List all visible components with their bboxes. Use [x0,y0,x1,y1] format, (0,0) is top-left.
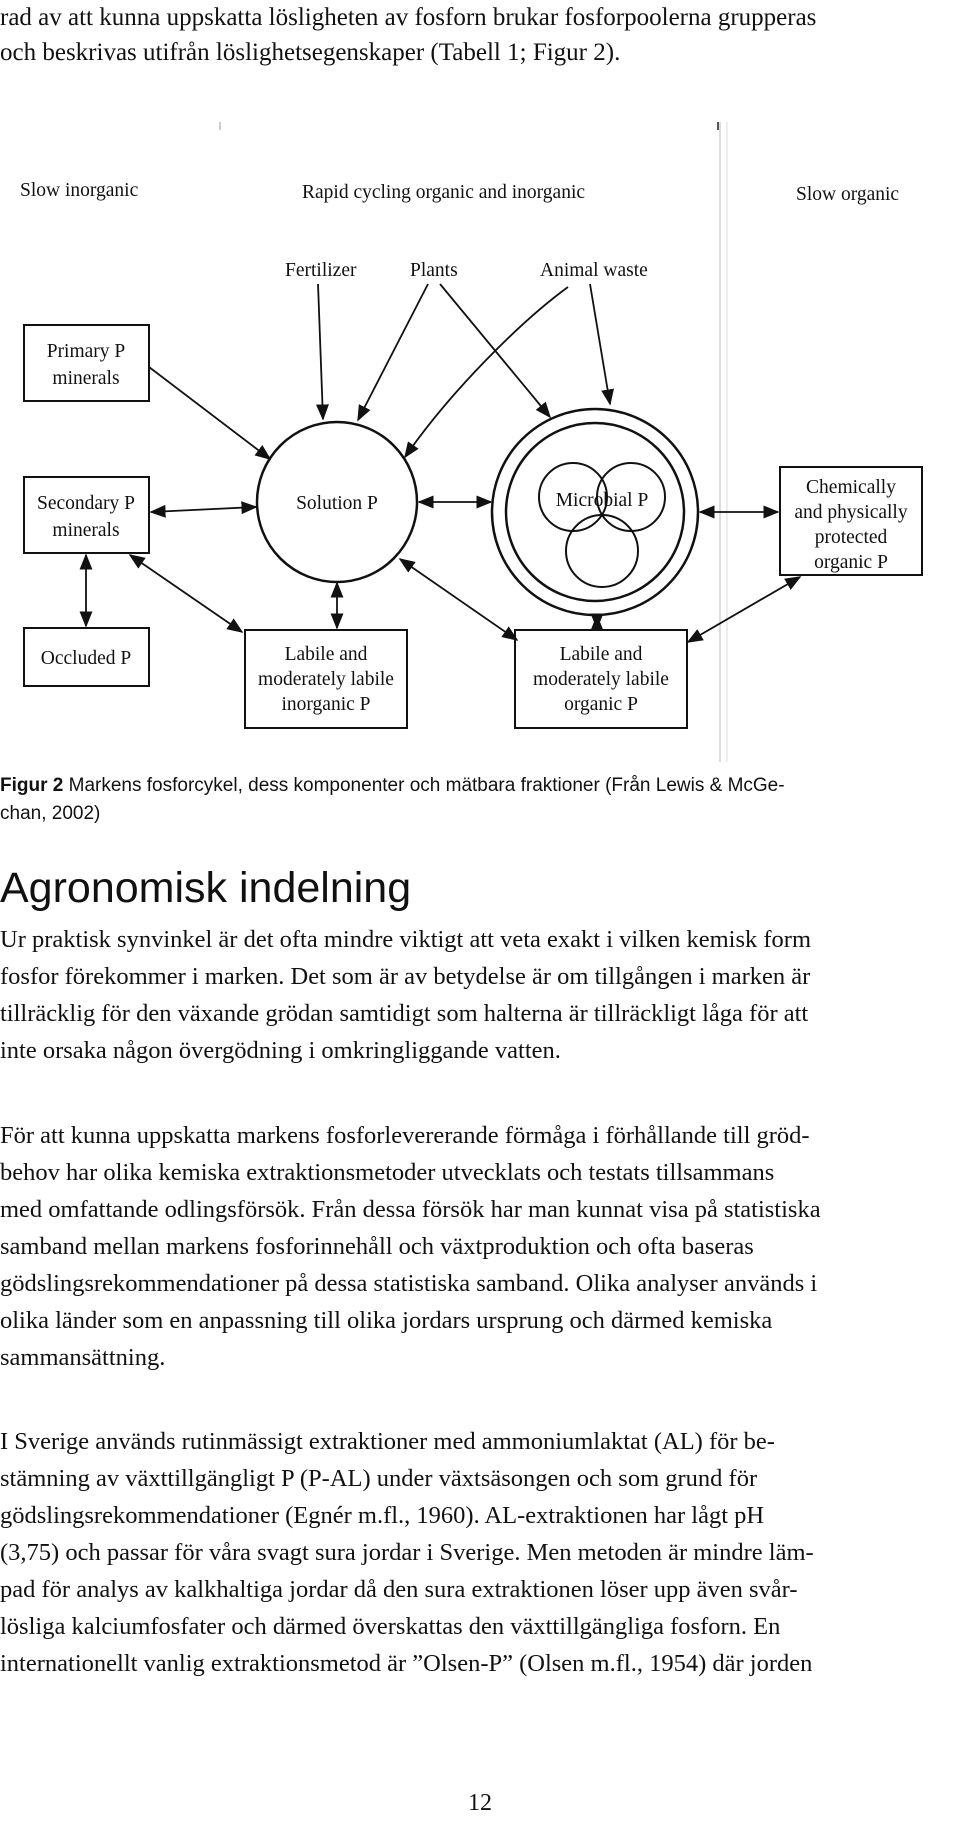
arrow-animalwaste-to-microbial [590,284,610,404]
box-primary-p [24,325,149,401]
caption-line [0,772,930,800]
body-line: lösliga kalciumfosfater och därmed överskattas den växttillgängliga fosforn. En [0,1613,781,1640]
arrow-secondary-labile-inorganic [130,555,242,632]
box-labile-organic-line: moderately labile [533,669,669,690]
body-line: tillräcklig för den växande grödan samtidigt som halterna är tillräckligt låga för att [0,1000,809,1027]
body-paragraph [0,921,960,1069]
header-slow-organic: Slow organic [796,184,900,205]
header-slow-inorganic: Slow inorganic [20,180,139,201]
body-line: gödslingsrekommendationer (Egnér m.fl., 1960). AL-extraktionen har lågt pH [0,1502,765,1529]
box-labile-organic-line: Labile and [559,644,643,665]
source-plants: Plants [410,260,458,281]
body-line: Ur praktisk synvinkel är det ofta mindre viktigt att veta exakt i vilken kemisk form [0,926,812,953]
body-line: fosfor förekommer i marken. Det som är av betydelse är om tillgången i marken är [0,963,811,990]
box-protected-organic-p-line: and physically [794,502,908,523]
box-protected-organic-p-line: protected [814,527,888,548]
circle-solution-p-label: Solution P [296,493,378,514]
figure-caption [0,772,930,828]
intro-paragraph [0,0,960,70]
body-line: gödslingsrekommendationer på dessa statistiska samband. Olika analyser används i [0,1270,818,1297]
caption-text: Markens fosforcykel, dess komponenter och mätbara fraktioner (Från Lewis & McGe- [63,775,785,796]
intro-line: rad av att kunna uppskatta lösligheten av fosforn brukar fosforpoolerna grupperas [0,4,817,31]
body-line: För att kunna uppskatta markens fosforlevererande förmåga i förhållande till gröd- [0,1122,810,1149]
circle-microbial-outer [492,409,698,615]
circle-microbial-p-label: Microbial P [555,490,649,511]
body-line: stämning av växttillgängligt P (P-AL) under växtsäsongen och som grund för [0,1465,758,1492]
section-heading: Agronomisk indelning [0,864,412,912]
box-secondary-p-line: Secondary P [36,493,136,514]
box-occluded-p-line: Occluded P [40,648,132,669]
box-labile-inorganic-line: moderately labile [258,669,394,690]
body-line: pad för analys av kalkhaltiga jordar då den sura extraktionen löser upp även svår- [0,1576,798,1603]
source-animal-waste: Animal waste [540,260,648,281]
body-line: behov har olika kemiska extraktionsmetoder utvecklats och testats tillsammans [0,1159,775,1186]
arrow-solution-secondary [151,507,256,512]
box-protected-organic-p-line: organic P [814,552,888,573]
phosphorus-cycle-diagram [20,122,940,762]
body-line: (3,75) och passar för våra svagt sura jordar i Sverige. Men metoden är mindre läm- [0,1539,814,1566]
box-labile-organic-line: organic P [564,694,638,715]
arrow-primary-to-solution [149,367,270,459]
body-line: inte orsaka någon övergödning i omkringliggande vatten. [0,1037,561,1064]
body-line: med omfattande odlingsförsök. Från dessa försök har man kunnat visa på statistiska [0,1196,821,1223]
body-line: sammansättning. [0,1344,166,1371]
box-secondary-p [24,477,149,553]
page-number: 12 [468,1790,492,1816]
arrow-labile-organic-protected [688,577,800,642]
arrow-labile-organic-solution [400,559,517,640]
caption-label: Figur 2 [0,775,64,796]
box-protected-organic-p-line: Chemically [806,477,896,498]
body-line: internationellt vanlig extraktionsmetod är ”Olsen-P” (Olsen m.fl., 1954) där jorden [0,1650,813,1677]
caption-line: chan, 2002) [0,803,101,824]
body-paragraph [0,1117,960,1376]
box-labile-inorganic-line: Labile and [284,644,368,665]
body-line: I Sverige används rutinmässigt extraktioner med ammoniumlaktat (AL) för be- [0,1428,775,1455]
body-line: samband mellan markens fosforinnehåll och växtproduktion och ofta baseras [0,1233,754,1260]
source-fertilizer: Fertilizer [285,260,357,281]
arrow-plants-to-solution [358,284,428,420]
box-primary-p-line: Primary P [46,341,126,362]
box-secondary-p-line: minerals [52,520,120,541]
intro-line: och beskrivas utifrån löslighetsegenskaper (Tabell 1; Figur 2). [0,39,621,66]
arrow-fertilizer-to-solution [318,284,323,419]
header-rapid-cycling: Rapid cycling organic and inorganic [302,182,586,203]
box-primary-p-line: minerals [52,368,120,389]
body-paragraph [0,1423,960,1682]
box-labile-inorganic-line: inorganic P [281,694,371,715]
body-line: olika länder som en anpassning till olika jordars ursprung och därmed kemiska [0,1307,773,1334]
